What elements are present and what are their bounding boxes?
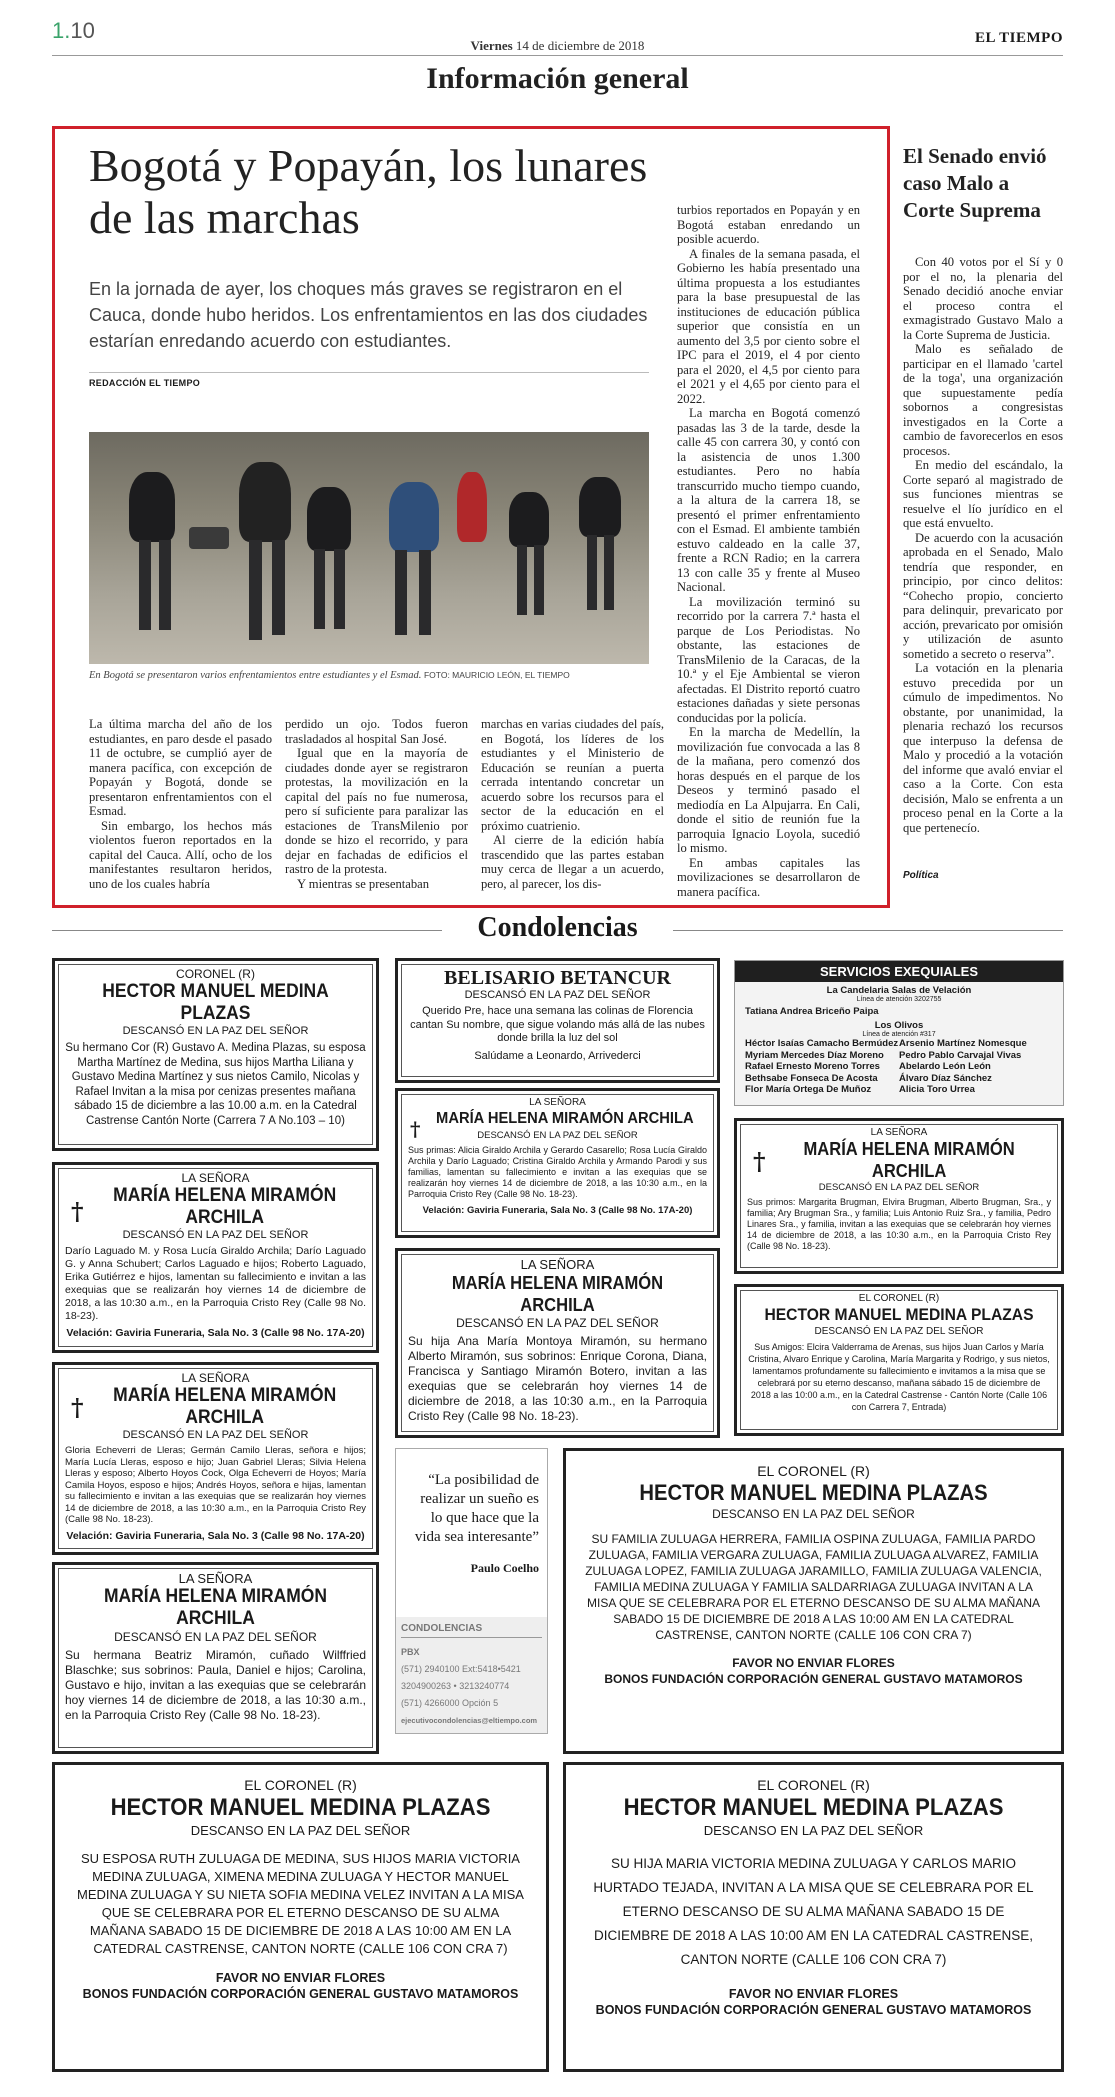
notice-flowers-note: FAVOR NO ENVIAR FLORES	[728, 1987, 899, 2001]
notice-rip: DESCANSÓ EN LA PAZ DEL SEÑOR	[122, 1429, 309, 1441]
obituary-notice	[734, 1284, 1064, 1436]
article-column-4: turbios reportados en Popayán y en Bogotá estaban enredando un posible acuerdo. A finales de la semana pasada, el Gobierno les había presentado una última propuesta a los estudiantes para la base presupuestal de las instituciones de educación pública superior que consistía en un aumento del 3,5 por ciento sobre el IPC para el 2019, el 4 por ciento para el 2020, el 4,5 por ciento para el 2021 y el 4,65 por ciento para el 2022. La marcha en Bogotá comenzó pasadas las 3 de la tarde, desde la calle 45 con carrera 30, y contó con la asistencia de unos 1.300 estudiantes. Pero no había transcurrido mucho tiempo cuando, a la altura de la carrera 18, se presentó el primer enfrentamiento con el Esmad. El ambiente también estuvo caldeado en la calle 37, frente a RCN Radio; en la carrera 13 con calle 35 y frente al Museo Nacional. La movilización terminó su recorrido por la carrera 7.ª hasta el parque de Los Periodistas. No obstante, las estaciones de TransMilenio de la Caracas, de la 10.ª y el Eje Ambiental se vieron afectadas. El Distrito reportó cuatro estaciones dañadas y siete personas conducidas por la policía. En la marcha de Medellín, la movilización fue convocada a las 8 de la mañana, pero comenzó dos horas después en el parque de los Deseos y terminó pasado el mediodía en La Alpujarra. En Cali, donde el sitio de reunión fue la parroquia Ignacio Loyola, sucedió lo mismo. En ambas capitales las movilizaciones se desarrollaron de manera pacífica.	[677, 203, 860, 899]
notice-body: Sus primas: Alicia Giraldo Archila y Gerardo Casarello; Rosa Lucía Giraldo Archila y Darío Laguado; Cristina Giraldo Archila y Armando Parodi y sus familias, lamentan su fallecimiento e invitan a las exequias que se realizarán hoy viernes 14 de diciembre de 2018, a las 10:30 a.m., en la Parroquia Cristo Rey (Calle 98 No. 18-23).	[408, 1145, 707, 1199]
notice-rip: DESCANSÓ EN LA PAZ DEL SEÑOR	[818, 1182, 980, 1193]
ad-subtitle: La Candelaria Salas de Velación	[826, 985, 972, 996]
article-deck: En la jornada de ayer, los choques más graves se registraron en el Cauca, donde hubo heridos. Los enfrentamientos en las dos ciudades estarían enredando acuerdo con estudiantes.	[89, 279, 648, 351]
article-column-1: La última marcha del año de los estudiantes, en paro desde el pasado 11 de octubre, se cumplió ayer de manera pacífica, con excepción de Popayán y Bogotá, donde se presentaron enfrentamientos con el Esmad. Sin embargo, los hechos más violentos fueron reportados en la capital del Cauca. Allí, ocho de los manifestantes resultaron heridos, uno de los cuales habría	[89, 717, 272, 891]
ad-person: Tatiana Andrea Briceño Paipa	[745, 1006, 879, 1017]
notice-rip: DESCANSÓ EN LA PAZ DEL SEÑOR	[122, 1025, 309, 1037]
notice-rip: DESCANSÓ EN LA PAZ DEL SEÑOR	[456, 1316, 659, 1330]
notice-title-prefix: LA SEÑORA	[178, 1571, 253, 1586]
notice-velacion: Velación: Gaviria Funeraria, Sala No. 3 (Calle 98 No. 17A-20)	[66, 1327, 365, 1339]
article-byline: REDACCIÓN EL TIEMPO	[89, 378, 201, 388]
notice-title-prefix: EL CORONEL (R)	[757, 1777, 870, 1793]
masthead-logo: EL TIEMPO	[975, 30, 1063, 46]
notice-name: BELISARIO BETANCUR	[444, 967, 671, 989]
notice-name: MARÍA HELENA MIRAMÓN ARCHILA	[451, 1273, 664, 1315]
obituary-notice	[395, 1248, 720, 1438]
ad-name: Alicia Toro Urrea	[899, 1084, 975, 1095]
cross-icon: †	[71, 1197, 84, 1226]
notice-name: MARÍA HELENA MIRAMÓN ARCHILA	[103, 1586, 328, 1629]
notice-name: HECTOR MANUEL MEDINA PLAZAS	[639, 1480, 988, 1505]
notice-title-prefix: EL CORONEL (R)	[858, 1293, 940, 1304]
contact-phone: (571) 2940100 Ext:5418•5421	[401, 1664, 521, 1674]
notice-body: Su hija Ana María Montoya Miramón, su hermano Alberto Miramón, sus sobrinos: Enrique Corona, Diana, Francisca y Santiago Miramón Botero, invitan a las exequias que se celebrarán hoy viernes 14 de diciembre de 2018, a las 10:30 a.m., en la Parroquia Cristo Rey (Calle 98 No. 18-23).	[408, 1334, 707, 1423]
ad-name: Flor María Ortega De Muñoz	[745, 1084, 872, 1095]
ad-subtitle: Los Olivos	[874, 1020, 924, 1031]
notice-title-prefix: LA SEÑORA	[181, 1371, 250, 1385]
contact-phone: 3204900263 • 3213240774	[401, 1681, 510, 1691]
photo-caption: En Bogotá se presentaron varios enfrentamientos entre estudiantes y el Esmad. FOTO: MAURICIO LEÓN, EL TIEMPO	[89, 670, 570, 681]
servicios-exequiales-ad	[734, 960, 1064, 1106]
contact-title: CONDOLENCIAS	[401, 1623, 542, 1638]
obituary-notice	[52, 958, 379, 1151]
obituary-notice	[395, 958, 720, 1083]
ad-title: SERVICIOS EXEQUIALES	[735, 961, 1063, 982]
notice-rip: DESCANSO EN LA PAZ DEL SEÑOR	[190, 1823, 411, 1838]
quote-advertisement	[395, 1448, 548, 1734]
article-column-3: marchas en varias ciudades del país, en Bogotá, los líderes de los estudiantes y el Ministerio de Educación se reunían a puerta cerrada intentando concretar un acuerdo sobre los recursos para el sector de la educación en el próximo cuatrienio. Al cierre de la edición había trascendido que las partes estaban muy cerca de llegar a un acuerdo, pero, al parecer, los dis-	[481, 717, 664, 891]
notice-bonos-note: BONOS FUNDACIÓN CORPORACIÓN GENERAL GUSTAVO MATAMOROS	[604, 1672, 1023, 1686]
notice-rip: DESCANSÓ EN LA PAZ DEL SEÑOR	[122, 1229, 309, 1241]
notice-bonos-note: BONOS FUNDACIÓN CORPORACIÓN GENERAL GUSTAVO MATAMOROS	[82, 1987, 519, 2001]
notice-body: Gloria Echeverri de Lleras; Germán Camilo Lleras, señora e hijos; María Lucía Lleras, esposo e hijo; Juan Gabriel Lleras; Silvia Helena Lleras y esposo; Alberto Hoyos Cock, Olga Echeverri de Hoyos; María Camila Hoyos, esposo e hijos; Andrés Hoyos, señora e hijas, lamentan su fallecimiento e invitan a las exequias que se realizarán hoy viernes 14 de diciembre de 2018, a las 10:30 a.m., en la Parroquia Cristo Rey (Calle 98 No. 18-23).	[65, 1445, 366, 1525]
quote-author: Paulo Coelho	[470, 1561, 539, 1575]
notice-title-prefix: LA SEÑORA	[529, 1097, 586, 1108]
obituary-notice	[52, 1762, 549, 2072]
notice-body: Querido Pre, hace una semana las colinas de Florencia cantan Su nombre, que sigue volando más allá de las nubes donde brilla la luz del sol	[410, 1005, 705, 1044]
obituary-notice	[563, 1448, 1064, 1754]
condolencias-contact-box	[396, 1617, 547, 1733]
page-number: 1.10	[52, 18, 95, 43]
notice-name: MARÍA HELENA MIRAMÓN ARCHILA	[436, 1110, 694, 1127]
notice-body: Darío Laguado M. y Rosa Lucía Giraldo Archila; Darío Laguado G. y Anna Schubert; Carlos Laguado e hijos; Roberto Laguado, Erika Gutiérrez e hijos, lamentan su fallecimiento e invitan a las exequias que se realizarán hoy viernes 14 de diciembre de 2018, a las 10:30 a.m., en la Parroquia Cristo Rey (Calle 98 No. 18-23).	[65, 1245, 366, 1322]
ad-name: Abelardo León León	[899, 1061, 991, 1072]
notice-title-prefix: CORONEL (R)	[176, 967, 255, 981]
obituary-notice	[52, 1362, 379, 1555]
obituary-notice	[52, 1562, 379, 1754]
notice-title-prefix: LA SEÑORA	[520, 1257, 595, 1272]
notice-name: MARÍA HELENA MIRAMÓN ARCHILA	[113, 1385, 337, 1428]
notice-rip: DESCANSÓ EN LA PAZ DEL SEÑOR	[477, 1130, 638, 1141]
obituary-notice	[563, 1762, 1064, 2072]
ad-name: Rafael Ernesto Moreno Torres	[745, 1061, 880, 1072]
ad-name: Pedro Pablo Carvajal Vivas	[899, 1049, 1022, 1061]
ad-name: Arsenio Martínez Nomesque	[899, 1038, 1027, 1049]
article-column-2: perdido un ojo. Todos fueron trasladados al hospital San José. Igual que en la mayoría de ciudades donde ayer se registraron protestas, la movilización en la capital del país no fue numerosa, pero sí suficiente para paralizar las estaciones de TransMilenio por donde se hizo el recorrido, y para dejar en fachadas de edificios el rastro de la protesta. Y mientras se presentaban	[285, 717, 468, 891]
contact-phone: (571) 4266000 Opción 5	[401, 1698, 499, 1708]
obituary-notice	[395, 1088, 720, 1238]
notice-body: SU FAMILIA ZULUAGA HERRERA, FAMILIA OSPINA ZULUAGA, FAMILIA PARDO ZULUAGA, FAMILIA VERGARA ZULUAGA, FAMILIA ZULUAGA ALVAREZ, FAMILIA ZULUAGA LOPEZ, FAMILIA ZULUAGA JARAMILLO, FAMILIA ZULUAGA VALENCIA, FAMILIA MEDINA ZULUAGA Y FAMILIA SALDARRIAGA ZULUAGA INVITAN A LA MISA QUE SE CELEBRARA POR EL ETERNO DESCANSO DE SU ALMA MAÑANA SABADO 15 DE DICIEMBRE DE 2018 A LAS 10:00 AM EN LA CATEDRAL CASTRENSE, CANTON NORTE (CALLE 106 CON CRA 7)	[585, 1532, 1042, 1642]
header-rule	[52, 55, 1063, 56]
notice-rip: DESCANSO EN LA PAZ DEL SEÑOR	[712, 1507, 915, 1521]
notice-body: Su hermano Cor (R) Gustavo A. Medina Plazas, su esposa Martha Martínez de Medina, sus hijos Martha Liliana y Gustavo Medina Martínez y sus nietos Camilo, Nicolas y Rafael Invitan a la misa por cenizas presentes mañana sábado 15 de diciembre a las 10.00 a.m. en la Catedral Castrense Cantón Norte (Carrera 7 A No.103 – 10)	[65, 1042, 366, 1127]
notice-velacion: Velación: Gaviria Funeraria, Sala No. 3 (Calle 98 No. 17A-20)	[422, 1205, 693, 1216]
ad-name: Álvaro Díaz Sánchez	[899, 1072, 992, 1084]
condolencias-title: Condolencias	[477, 912, 638, 943]
section-title: Información general	[426, 62, 689, 95]
notice-name: HECTOR MANUEL MEDINA PLAZAS	[764, 1305, 1034, 1324]
article-headline: Bogotá y Popayán, los lunares de las marchas	[89, 140, 648, 243]
contact-pbx: PBX	[401, 1647, 420, 1657]
notice-body: SU ESPOSA RUTH ZULUAGA DE MEDINA, SUS HIJOS MARIA VICTORIA MEDINA ZULUAGA, XIMENA MEDINA ZULUAGA Y HECTOR MANUEL MEDINA ZULUAGA Y SU NIETA SOFIA MEDINA VELEZ INVITAN A LA MISA QUE SE CELEBRARA POR EL ETERNO DESCANSO DE SU ALMA MAÑANA SABADO 15 DE DICIEMBRE DE 2018 A LAS 10:00 AM EN LA CATEDRAL CASTRENSE, CANTON NORTE (CALLE 106 CON CRA 7)	[77, 1851, 524, 1956]
notice-name: MARÍA HELENA MIRAMÓN ARCHILA	[803, 1139, 1015, 1181]
notice-rip: DESCANSÓ EN LA PAZ DEL SEÑOR	[814, 1326, 984, 1337]
notice-title-prefix: EL CORONEL (R)	[244, 1777, 357, 1793]
cross-icon: †	[753, 1147, 766, 1176]
obituary-notice	[52, 1162, 379, 1353]
ad-name: Héctor Isaías Camacho Bermúdez	[745, 1038, 899, 1049]
cross-icon: †	[71, 1393, 84, 1422]
notice-velacion: Velación: Gaviria Funeraria, Sala No. 3 (Calle 98 No. 17A-20)	[66, 1529, 365, 1542]
notice-body: Sus Amigos: Elcira Valderrama de Arenas, sus hijos Juan Carlos y María Cristina, Alvaro Enrique y Carolina, María Margarita y Rodrigo, y sus nietos, lamentamos profundamente su fallecimiento e invitamos a la misa que se celebrará por su eterno descanso, mañana sábado 15 de diciembre de 2018 a las 10:00 a.m., en la Catedral Castrense - Cantón Norte (Calle 106 con Carrera 7, Entrada)	[748, 1342, 1050, 1412]
dateline: Viernes 14 de diciembre de 2018	[470, 38, 645, 53]
cross-icon: †	[410, 1117, 421, 1141]
deck-rule	[89, 372, 649, 373]
notice-signature: Salúdame a Leonardo, Arrivederci	[474, 1049, 641, 1062]
notice-bonos-note: BONOS FUNDACIÓN CORPORACIÓN GENERAL GUSTAVO MATAMOROS	[595, 2003, 1032, 2017]
notice-rip: DESCANSÓ EN LA PAZ DEL SEÑOR	[114, 1630, 317, 1644]
notice-name: HECTOR MANUEL MEDINA PLAZAS	[623, 1794, 1004, 1821]
notice-title-prefix: EL CORONEL (R)	[757, 1463, 870, 1479]
notice-title-prefix: LA SEÑORA	[181, 1171, 250, 1185]
notice-rip: DESCANSÓ EN LA PAZ DEL SEÑOR	[464, 989, 651, 1001]
notice-rip: DESCANSO EN LA PAZ DEL SEÑOR	[703, 1823, 924, 1838]
sidebar-section-tag: Política	[903, 870, 939, 881]
notice-flowers-note: FAVOR NO ENVIAR FLORES	[215, 1971, 386, 1985]
sidebar-headline: El Senado envió caso Malo a Corte Suprema	[903, 144, 1047, 222]
article-photo	[89, 432, 649, 664]
notice-body: Sus primos: Margarita Brugman, Elvira Brugman, Alberto Brugman, Sra., y familia; Ary Brugman Sra., y familia; Luis Antonio Ruiz Sra., y familia, Pedro Linares Sra., y familia, invitan a las exequias que se celebrarán hoy viernes 14 de diciembre de 2018, a las 10:30 a.m., en la Parroquia Cristo Rey (Calle 98 No. 18-23).	[747, 1197, 1051, 1251]
notice-name: MARÍA HELENA MIRAMÓN ARCHILA	[113, 1185, 337, 1228]
ad-name: Myriam Mercedes Díaz Moreno	[745, 1049, 884, 1061]
notice-body: SU HIJA MARIA VICTORIA MEDINA ZULUAGA Y CARLOS MARIO HURTADO TEJADA, INVITAN A LA MISA QUE SE CELEBRARA POR EL ETERNO DESCANSO DE SU ALMA MAÑANA SABADO 15 DE DICIEMBRE DE 2018 A LAS 10:00 AM EN LA CATEDRAL CASTRENSE, CANTON NORTE (CALLE 106 CON CRA 7)	[593, 1856, 1034, 1967]
obituary-notice	[734, 1118, 1064, 1274]
notice-body: Su hermana Beatriz Miramón, cuñado Wilffried Blaschke; sus sobrinos: Paula, Daniel e hijos; Carolina, Gustavo e hijo, invitan a las exequias que se celebrarán hoy viernes 14 de diciembre de 2018, a las 10:30 a.m., en la Parroquia Cristo Rey (Calle 98 No. 18-23).	[65, 1648, 366, 1722]
ad-phone: Línea de atención 3202755	[856, 996, 942, 1003]
notice-name: HECTOR MANUEL MEDINA PLAZAS	[110, 1794, 491, 1821]
sidebar-body: Con 40 votos por el Sí y 0 por el no, la plenaria del Senado decidió anoche enviar el proceso contra el exmagistrado Gustavo Malo a la Corte Suprema de Justicia. Malo es señalado de participar en el llamado 'cartel de la toga', una organización que supuestamente pedía sobornos a congresistas investigados en la Corte a cambio de favorecerlos en esos procesos. En medio del escándalo, la Corte separó al magistrado de sus funciones mientras se resuelve el lío jurídico en el que está envuelto. De acuerdo con la acusación aprobada en el Senado, Malo tendría que responder, en principio, por cinco delitos: “Cohecho propio, concierto para delinquir, prevaricato por acción, prevaricato por omisión y utilización de asunto sometido a secreto o reserva”. La votación en la plenaria estuvo precedida por un cúmulo de impedimentos. No obstante, por unanimidad, la plenaria rechazó los recursos que interpuso la defensa de Malo y procedió a la votación del informe que avaló enviar el caso a la Corte. Con esta decisión, Malo se enfrenta a un proceso penal en la Corte a la que pertenecío.	[903, 255, 1063, 835]
notice-name: HECTOR MANUEL MEDINA PLAZAS	[102, 981, 329, 1024]
notice-title-prefix: LA SEÑORA	[870, 1127, 928, 1138]
contact-email: ejecutivocondolencias@eltiempo.com	[401, 1716, 538, 1725]
quote-text: “La posibilidad de realizar un sueño es lo que hace que la vida sea interesante”	[414, 1472, 539, 1545]
notice-flowers-note: FAVOR NO ENVIAR FLORES	[732, 1656, 895, 1670]
ad-name: Bethsabe Fonseca De Acosta	[745, 1072, 878, 1084]
ad-phone: Línea de atención #317	[862, 1031, 936, 1038]
